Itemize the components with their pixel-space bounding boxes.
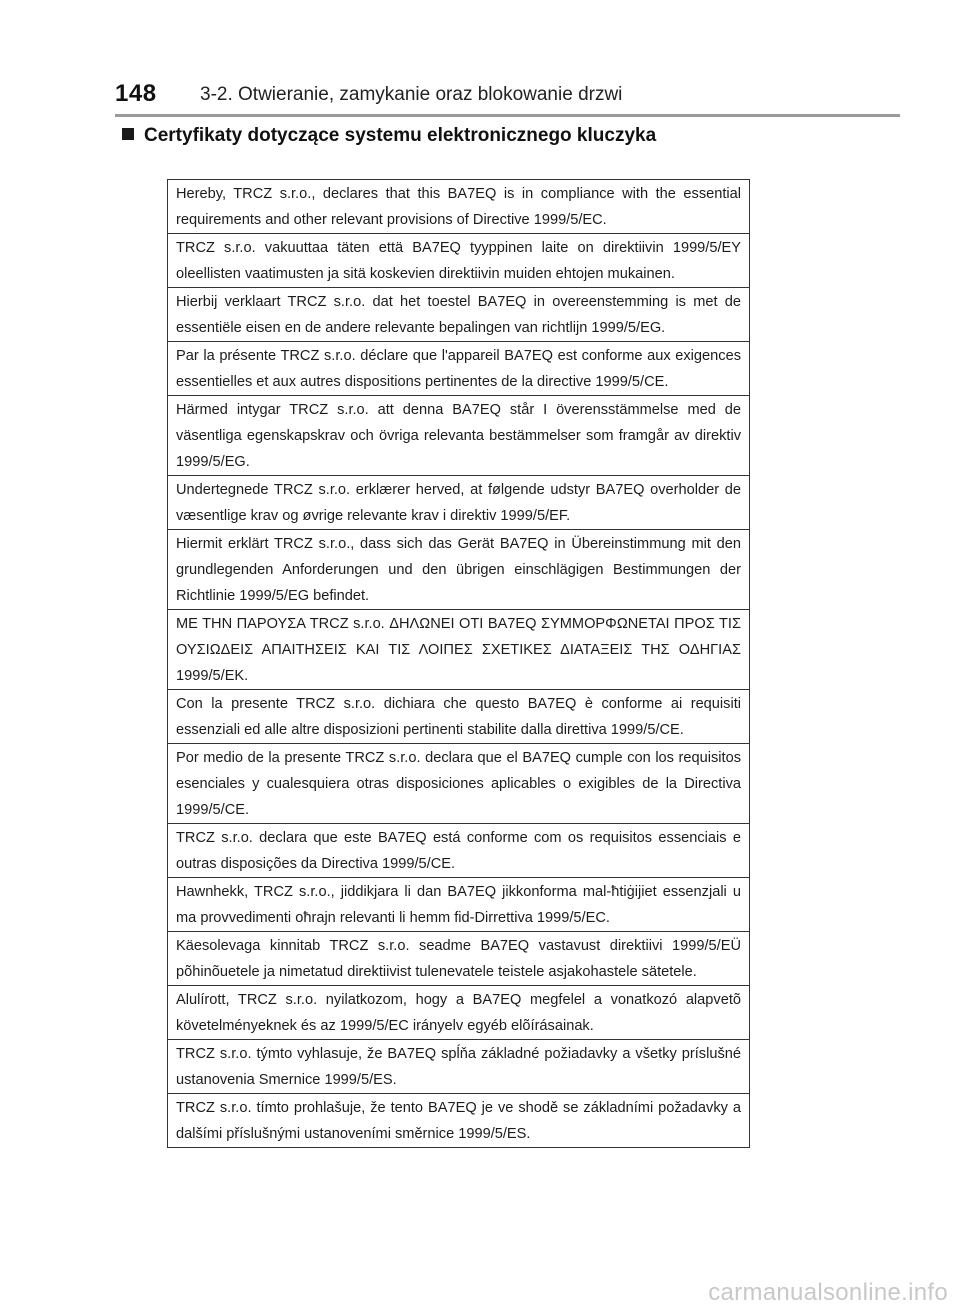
declaration-it: Con la presente TRCZ s.r.o. dichiara che questo BA7EQ è conforme ai requisiti essenziali ed alle altre disposizioni pertinenti stabilite dalla direttiva 1999/5/CE.	[168, 690, 750, 744]
declaration-da: Undertegnede TRCZ s.r.o. erklærer herved, at følgende udstyr BA7EQ overholder de væsentlige krav og øvrige relevante krav i direktiv 1999/5/EF.	[168, 476, 750, 530]
section-heading	[122, 125, 656, 147]
table-row	[168, 234, 750, 288]
section-title-text: Certyfikaty dotyczące systemu elektronicznego kluczyka	[144, 125, 657, 146]
declaration-en: Hereby, TRCZ s.r.o., declares that this BA7EQ is in compliance with the essential requirements and other relevant provisions of Directive 1999/5/EC.	[168, 180, 750, 234]
watermark-text: carmanualsonline.info	[708, 1279, 948, 1306]
declaration-cs: TRCZ s.r.o. tímto prohlašuje, že tento BA7EQ je ve shodě se základními požadavky a dalšími příslušnými ustanoveními směrnice 1999/5/ES.	[168, 1094, 750, 1148]
square-bullet-icon	[122, 128, 134, 140]
table-row	[168, 1094, 750, 1148]
table-row	[168, 690, 750, 744]
declaration-el: ΜΕ ΤΗΝ ΠΑΡΟΥΣΑ TRCZ s.r.o. ΔΗΛΩΝΕΙ ΟΤΙ BA7EQ ΣΥΜΜΟΡΦΩΝΕΤΑΙ ΠΡΟΣ ΤΙΣ ΟΥΣΙΩΔΕΙΣ ΑΠΑΙΤΗΣΕΙΣ ΚΑΙ ΤΙΣ ΛΟΙΠΕΣ ΣΧΕΤΙΚΕΣ ΔΙΑΤΑΞΕΙΣ ΤΗΣ ΟΔΗΓΙΑΣ 1999/5/ΕΚ.	[168, 610, 750, 690]
table-row	[168, 288, 750, 342]
page-number: 148	[115, 80, 157, 107]
declaration-hu: Alulírott, TRCZ s.r.o. nyilatkozom, hogy a BA7EQ megfelel a vonatkozó alapvetõ követelményeknek és az 1999/5/EC irányelv egyéb elõírásainak.	[168, 986, 750, 1040]
declaration-sk: TRCZ s.r.o. týmto vyhlasuje, že BA7EQ spĺňa základné požiadavky a všetky príslušné ustanovenia Smernice 1999/5/ES.	[168, 1040, 750, 1094]
table-row	[168, 986, 750, 1040]
declaration-de: Hiermit erklärt TRCZ s.r.o., dass sich das Gerät BA7EQ in Übereinstimmung mit den grundlegenden Anforderungen und den übrigen einschlägigen Bestimmungen der Richtlinie 1999/5/EG befindet.	[168, 530, 750, 610]
table-row	[168, 1040, 750, 1094]
declaration-nl: Hierbij verklaart TRCZ s.r.o. dat het toestel BA7EQ in overeenstemming is met de essentiële eisen en de andere relevante bepalingen van richtlijn 1999/5/EG.	[168, 288, 750, 342]
declarations-table	[167, 179, 750, 1148]
declaration-fr: Par la présente TRCZ s.r.o. déclare que l'appareil BA7EQ est conforme aux exigences essentielles et aux autres dispositions pertinentes de la directive 1999/5/CE.	[168, 342, 750, 396]
table-row	[168, 932, 750, 986]
table-row	[168, 342, 750, 396]
table-row	[168, 824, 750, 878]
table-row	[168, 878, 750, 932]
chapter-title: 3-2. Otwieranie, zamykanie oraz blokowanie drzwi	[200, 84, 623, 105]
declaration-es: Por medio de la presente TRCZ s.r.o. declara que el BA7EQ cumple con los requisitos esenciales y cualesquiera otras disposiciones aplicables o exigibles de la Directiva 1999/5/CE.	[168, 744, 750, 824]
table-row	[168, 396, 750, 476]
declaration-pt: TRCZ s.r.o. declara que este BA7EQ está conforme com os requisitos essenciais e outras disposições da Directiva 1999/5/CE.	[168, 824, 750, 878]
table-row	[168, 530, 750, 610]
table-row	[168, 610, 750, 690]
declaration-mt: Hawnhekk, TRCZ s.r.o., jiddikjara li dan BA7EQ jikkonforma mal-ħtiġijiet essenzjali u ma provvedimenti oħrajn relevanti li hemm fid-Dirrettiva 1999/5/EC.	[168, 878, 750, 932]
page-header	[115, 80, 900, 117]
table-row	[168, 744, 750, 824]
declaration-sv: Härmed intygar TRCZ s.r.o. att denna BA7EQ står I överensstämmelse med de väsentliga egenskapskrav och övriga relevanta bestämmelser som framgår av direktiv 1999/5/EG.	[168, 396, 750, 476]
table-row	[168, 476, 750, 530]
declaration-fi: TRCZ s.r.o. vakuuttaa täten että BA7EQ tyyppinen laite on direktiivin 1999/5/EY oleellisten vaatimusten ja sitä koskevien direktiivin muiden ehtojen mukainen.	[168, 234, 750, 288]
declaration-et: Käesolevaga kinnitab TRCZ s.r.o. seadme BA7EQ vastavust direktiivi 1999/5/EÜ põhinõuetele ja nimetatud direktiivist tulenevatele teistele asjakohastele sätetele.	[168, 932, 750, 986]
table-row	[168, 180, 750, 234]
